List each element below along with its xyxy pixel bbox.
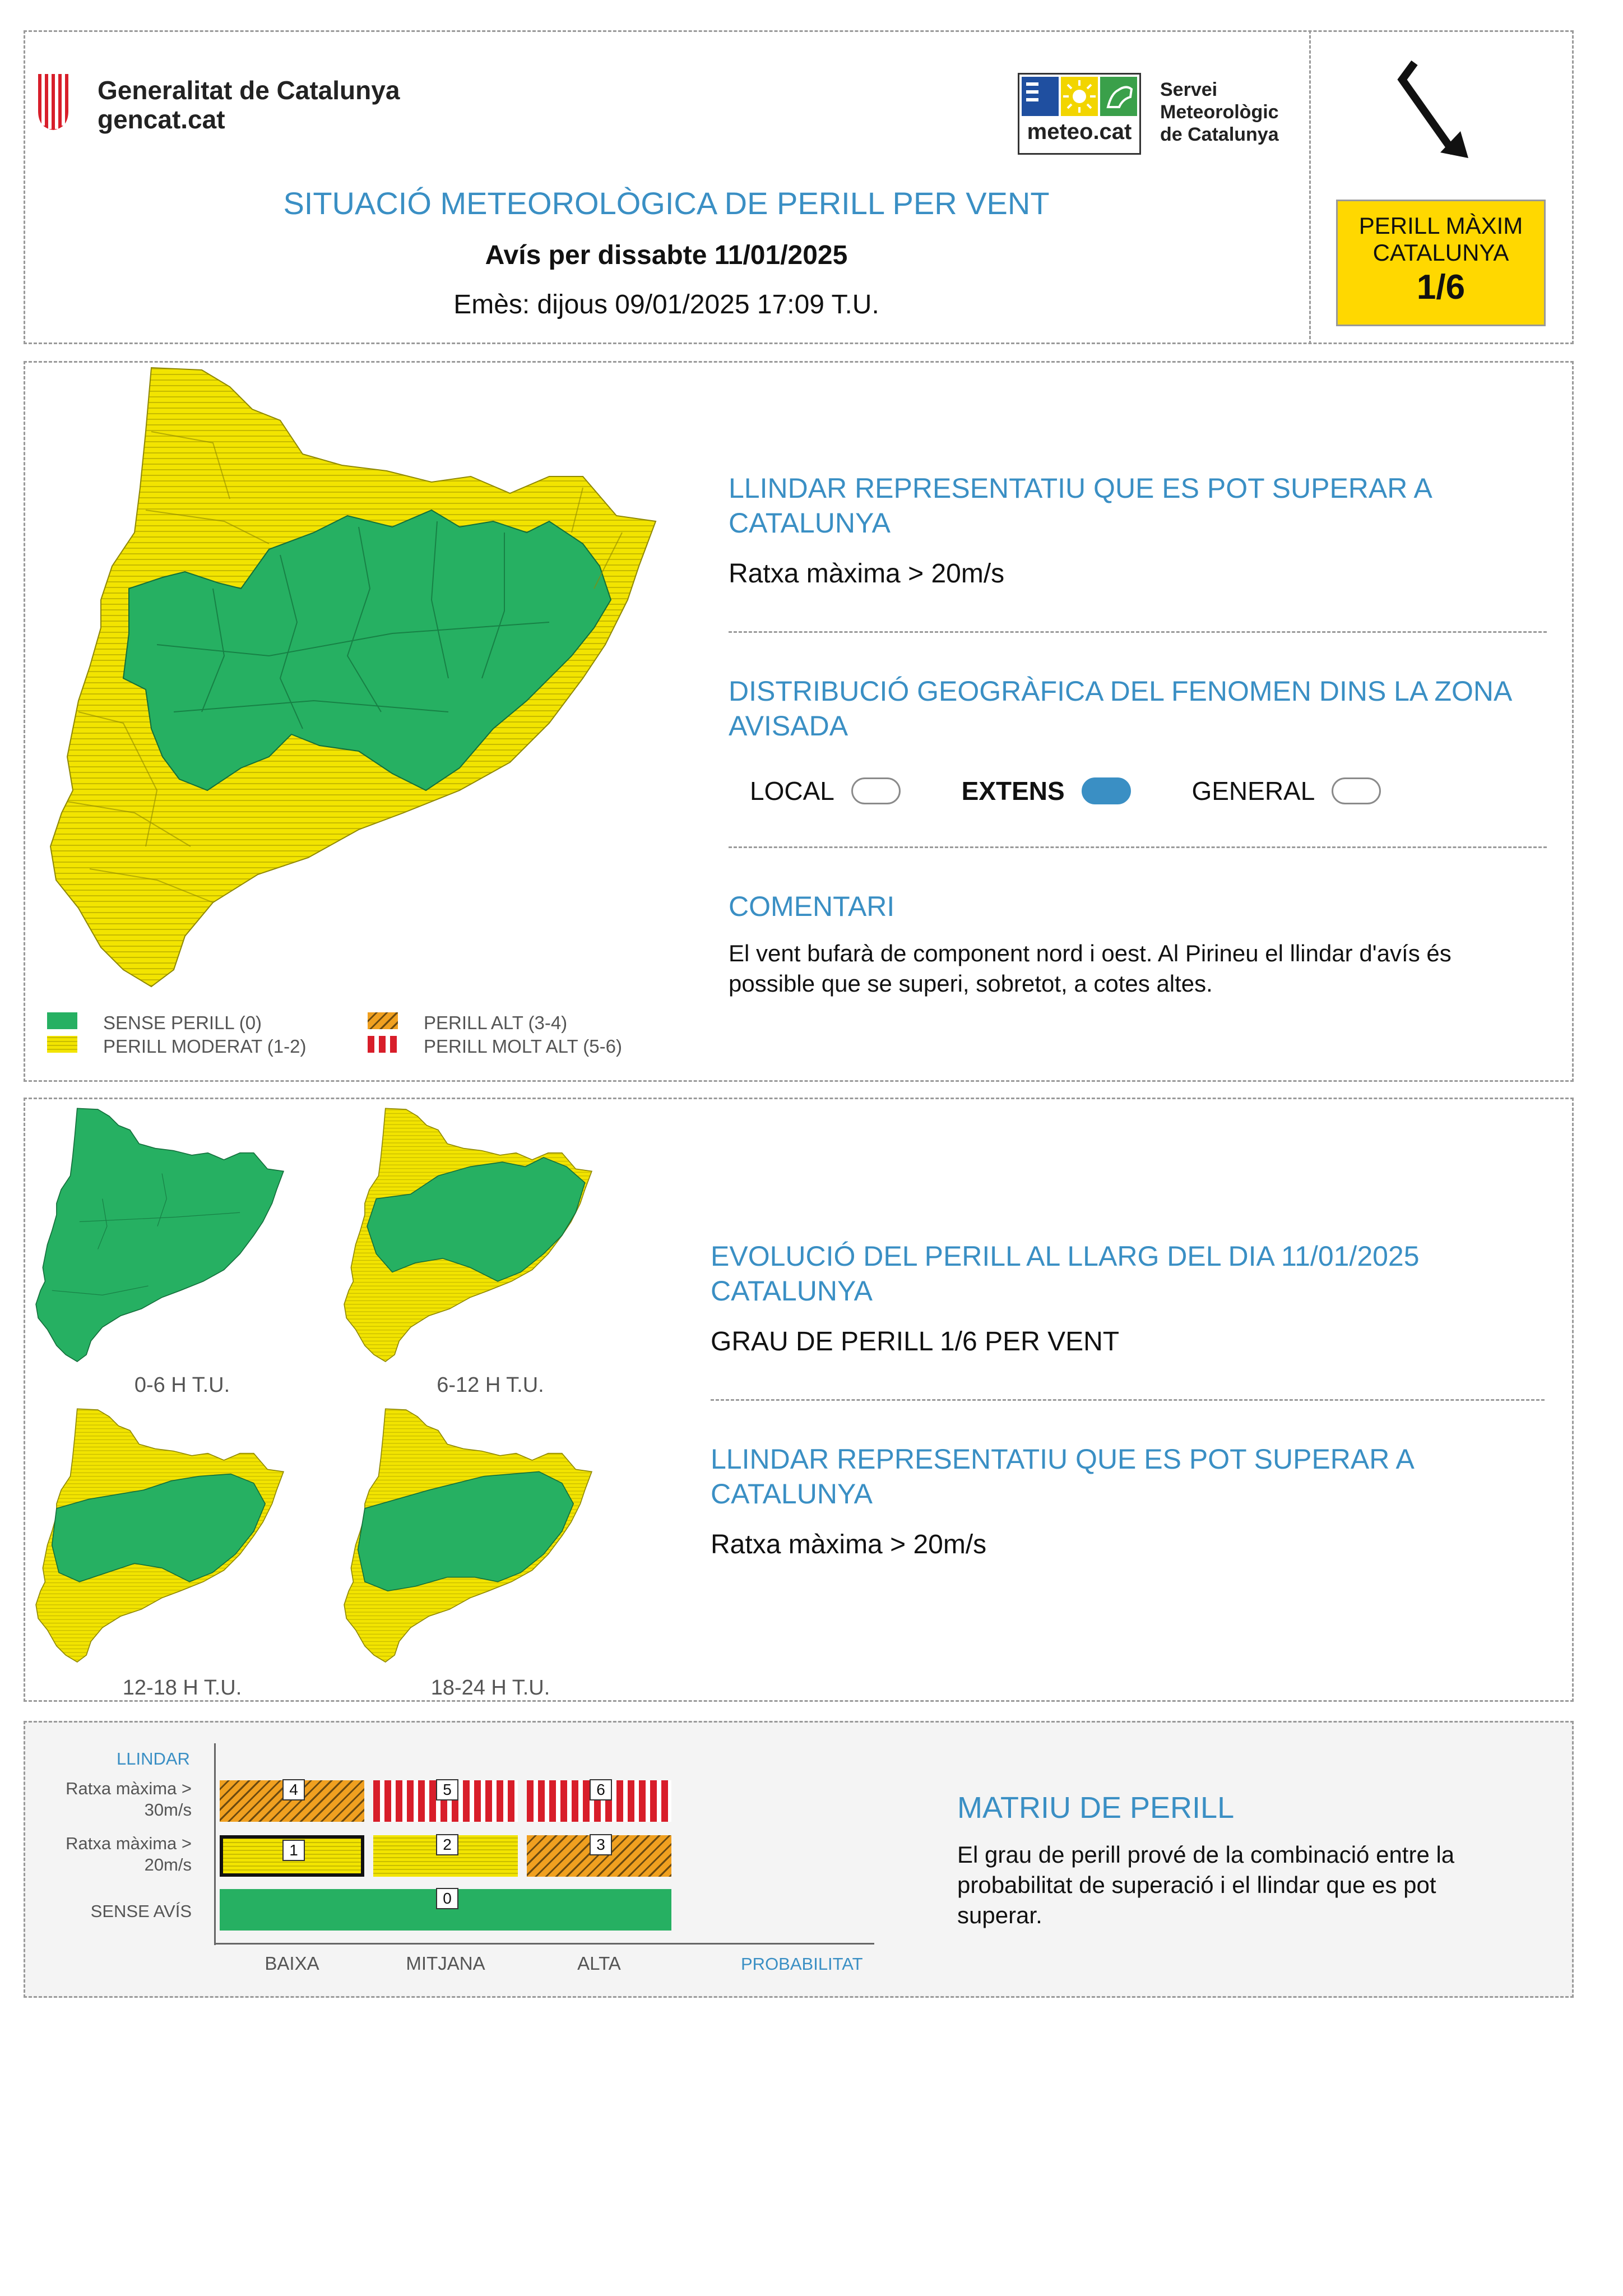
threshold-title: LLINDAR REPRESENTATIU QUE ES POT SUPERAR A CATALUNYA [729, 473, 1431, 539]
sun-icon [1061, 77, 1098, 116]
evolution-threshold-title: LLINDAR REPRESENTATIU QUE ES POT SUPERAR A CATALUNYA [711, 1443, 1413, 1510]
distribution-general-toggle[interactable] [1332, 777, 1381, 804]
meteo-logo-text: meteo.cat [1027, 119, 1132, 144]
matrix-cell-3-label: 3 [590, 1834, 612, 1855]
threshold-value: Ratxa màxima > 20m/s [729, 559, 1005, 589]
wind-direction-arrow-icon [1384, 54, 1485, 166]
matrix-cell-3 [527, 1835, 671, 1877]
legend-swatch-yellow [47, 1036, 77, 1053]
distribution-local-toggle[interactable] [851, 777, 901, 804]
separator-2 [729, 846, 1547, 848]
mini-map-label-6-12: 6-12 H T.U. [437, 1373, 544, 1397]
gencat-url: gencat.cat [98, 105, 225, 134]
evolution-title: EVOLUCIÓ DEL PERILL AL LLARG DEL DIA 11/01/2025 CATALUNYA [711, 1240, 1420, 1307]
distribution-general-label: GENERAL [1191, 776, 1315, 806]
max-danger-box [1336, 200, 1546, 326]
header-divider [1309, 30, 1311, 344]
mini-map-label-0-6: 0-6 H T.U. [134, 1373, 230, 1397]
legend-moderate: PERILL MODERAT (1-2) [103, 1036, 307, 1057]
matrix-cell-2-label: 2 [436, 1834, 458, 1855]
matrix-col-mitjana: MITJANA [406, 1953, 485, 1974]
max-danger-value: 1/6 [1416, 268, 1466, 307]
meteo-logo-blue-square [1022, 77, 1059, 116]
matrix-cell-6-label: 6 [590, 1779, 612, 1800]
matrix-axis-title: LLINDAR [117, 1749, 190, 1769]
issued-date: Emès: dijous 09/01/2025 17:09 T.U. [453, 290, 879, 320]
matrix-row-mid-label: Ratxa màxima > 20m/s [66, 1834, 192, 1874]
comment-title: COMENTARI [729, 891, 895, 922]
matrix-col-baixa: BAIXA [265, 1953, 319, 1974]
mini-map-label-18-24: 18-24 H T.U. [430, 1676, 550, 1700]
evolution-threshold-value: Ratxa màxima > 20m/s [711, 1530, 987, 1559]
matrix-cell-1-label: 1 [282, 1840, 305, 1861]
map-icon [1100, 77, 1137, 116]
matrix-cell-6 [527, 1780, 671, 1822]
distribution-title: DISTRIBUCIÓ GEOGRÀFICA DEL FENOMEN DINS LA ZONA AVISADA [729, 675, 1511, 742]
meteo-cat-logo [1018, 73, 1141, 155]
mini-map-6-12 [342, 1101, 594, 1370]
page-title: SITUACIÓ METEOROLÒGICA DE PERILL PER VENT [283, 186, 1050, 221]
matrix-y-axis [214, 1743, 216, 1945]
smc-name [1160, 78, 1279, 146]
legend-swatch-orange [368, 1012, 398, 1029]
mini-map-0-6 [34, 1101, 286, 1370]
legend-very-high: PERILL MOLT ALT (5-6) [424, 1036, 622, 1057]
distribution-extens-option[interactable] [962, 774, 1131, 806]
matrix-cell-4 [220, 1780, 364, 1822]
matrix-cell-4-label: 4 [282, 1779, 305, 1800]
separator-3 [711, 1399, 1545, 1401]
matrix-cell-2 [373, 1835, 518, 1877]
matrix-cell-5 [373, 1780, 518, 1822]
legend-none: SENSE PERILL (0) [103, 1012, 262, 1033]
max-danger-label-2: CATALUNYA [1372, 239, 1509, 266]
distribution-options [750, 774, 1381, 806]
comment-text: El vent bufarà de component nord i oest. Al Pirineu el llindar d'avís és possible que se superi, sobretot, a cotes altes. [729, 940, 1452, 997]
distribution-extens-label: EXTENS [961, 776, 1065, 806]
matrix-cell-5-label: 5 [436, 1779, 458, 1800]
gencat-logo [36, 72, 71, 131]
distribution-local-label: LOCAL [750, 776, 834, 806]
matrix-cell-0 [220, 1889, 671, 1931]
distribution-local-option[interactable] [750, 774, 901, 806]
distribution-general-option[interactable] [1191, 774, 1381, 806]
matrix-col-alta: ALTA [577, 1953, 621, 1974]
evolution-grade: GRAU DE PERILL 1/6 PER VENT [711, 1327, 1120, 1357]
separator-1 [729, 631, 1547, 633]
max-danger-label-1: PERILL MÀXIM [1358, 212, 1523, 239]
matrix-cell-1-selected [220, 1835, 364, 1877]
matrix-row-none-label: SENSE AVÍS [90, 1901, 192, 1921]
smc-line-2: Meteorològic [1160, 101, 1279, 123]
matrix-title: MATRIU DE PERILL [957, 1791, 1235, 1825]
matrix-x-axis [214, 1943, 874, 1945]
matrix-cell-0-label: 0 [436, 1888, 458, 1909]
gencat-name: Generalitat de Catalunya [98, 76, 400, 105]
matrix-row-high-label: Ratxa màxima > 30m/s [66, 1779, 192, 1820]
matrix-x-axis-title: PROBABILITAT [741, 1954, 863, 1974]
legend-swatch-green [47, 1012, 77, 1029]
mini-map-label-12-18: 12-18 H T.U. [122, 1676, 242, 1700]
distribution-extens-toggle[interactable] [1082, 777, 1131, 804]
warning-date: Avís per dissabte 11/01/2025 [485, 240, 848, 270]
smc-line-1: Servei [1160, 79, 1218, 100]
legend-swatch-red [368, 1036, 398, 1053]
smc-line-3: de Catalunya [1160, 124, 1279, 145]
catalonia-main-map [45, 364, 661, 992]
legend-high: PERILL ALT (3-4) [424, 1012, 568, 1033]
matrix-text: El grau de perill prové de la combinació entre la probabilitat de superació i el llindar que es pot superar. [957, 1841, 1455, 1928]
mini-map-12-18 [34, 1401, 286, 1670]
mini-map-18-24 [342, 1401, 594, 1670]
